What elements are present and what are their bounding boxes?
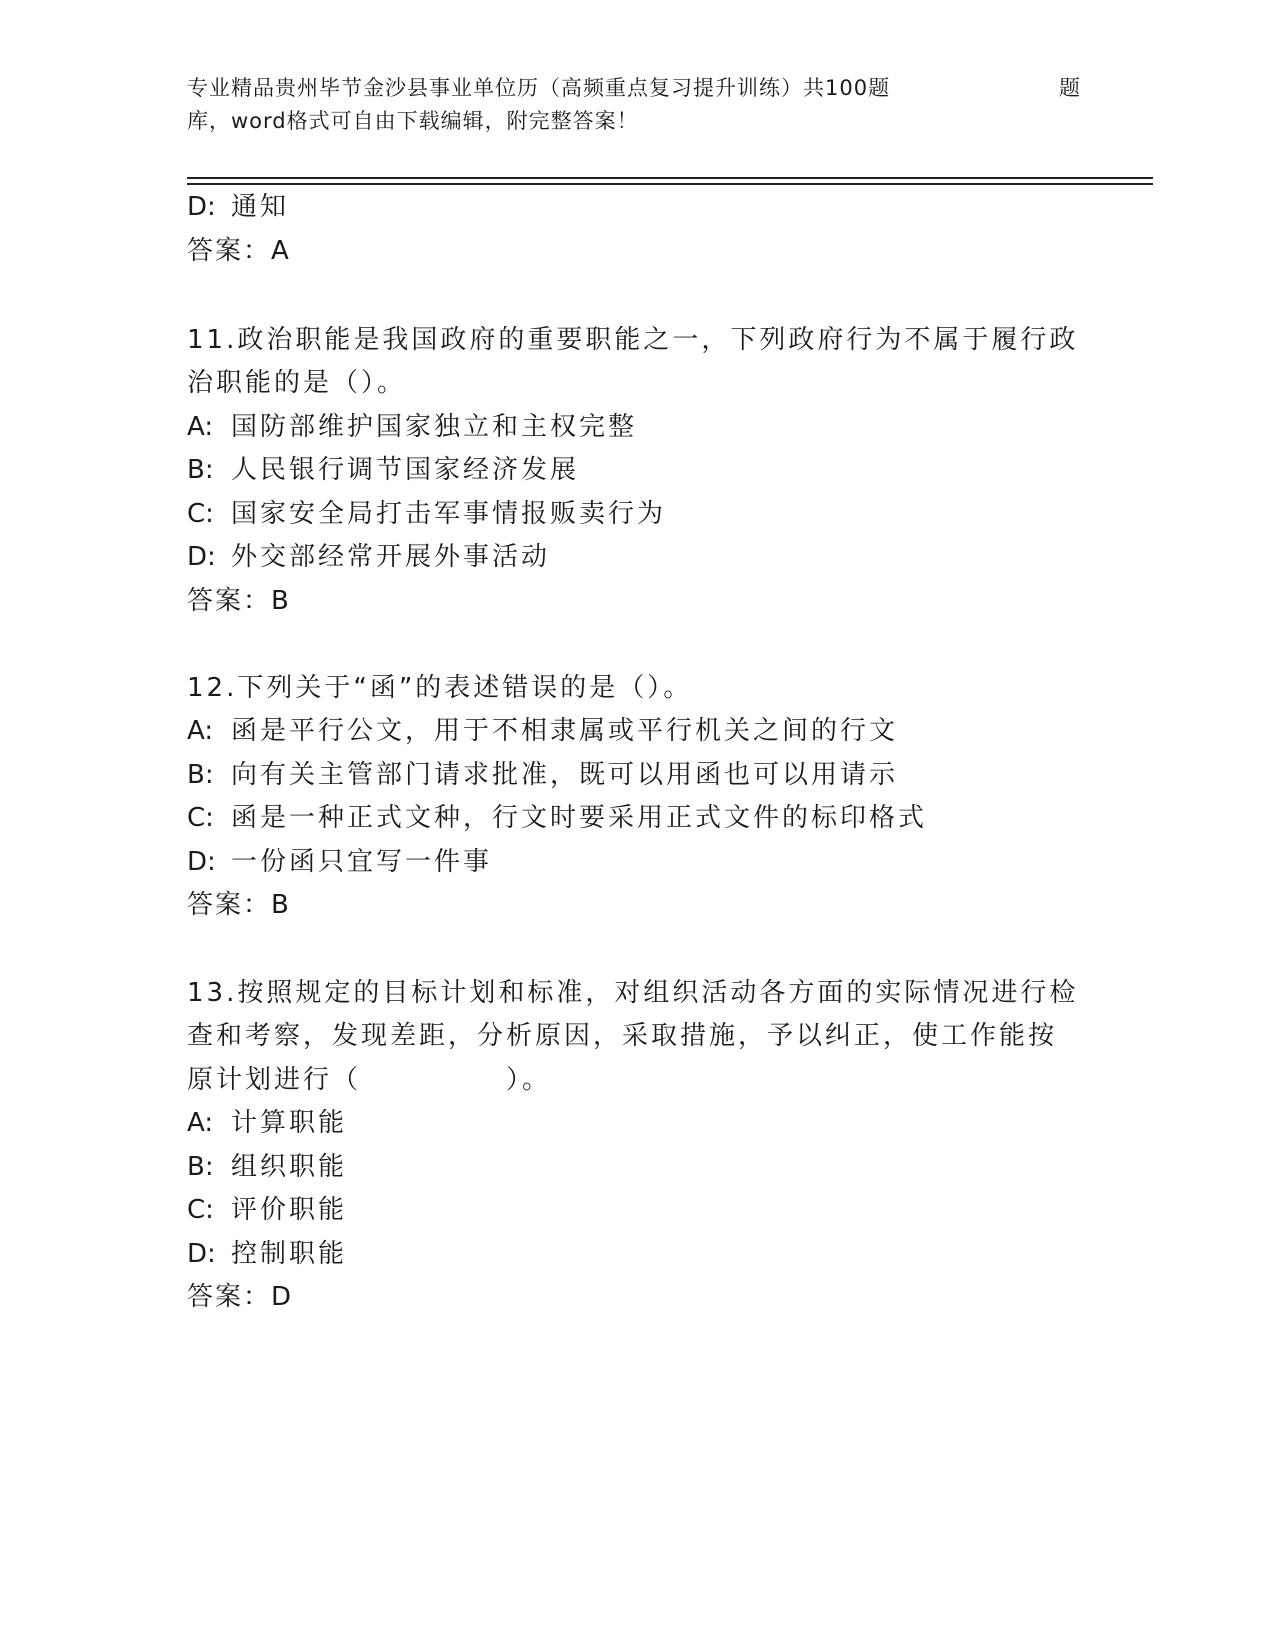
option-c: C: 评价职能 — [187, 1195, 348, 1225]
answer: 答案：B — [187, 586, 291, 616]
question-stem: 治职能的是（）。 — [187, 368, 407, 398]
option-d: D: 一份函只宜写一件事 — [187, 847, 493, 877]
option-d: D: 通知 — [187, 192, 290, 222]
option-b: B: 人民银行调节国家经济发展 — [187, 455, 580, 485]
answer: 答案：B — [187, 890, 291, 920]
question-stem: 11.政治职能是我国政府的重要职能之一，下列政府行为不属于履行政 — [187, 325, 1079, 355]
answer: 答案：D — [187, 1282, 294, 1312]
header-title-line-1: 专业精品贵州毕节金沙县事业单位历（高频重点复习提升训练）共100题 — [187, 76, 891, 100]
option-c: C: 国家安全局打击军事情报贩卖行为 — [187, 499, 667, 529]
option-a: A: 函是平行公文，用于不相隶属或平行机关之间的行文 — [187, 716, 899, 746]
option-b: B: 向有关主管部门请求批准，既可以用函也可以用请示 — [187, 760, 899, 790]
question-stem: 12.下列关于“函”的表述错误的是（）。 — [187, 673, 693, 703]
question-stem: 原计划进行（ ）。 — [187, 1065, 552, 1095]
header-title-line-2: 库，word格式可自由下载编辑，附完整答案！ — [187, 109, 639, 133]
question-stem: 13.按照规定的目标计划和标准，对组织活动各方面的实际情况进行检 — [187, 978, 1079, 1008]
header-divider-top — [187, 177, 1153, 179]
option-a: A: 国防部维护国家独立和主权完整 — [187, 412, 638, 442]
header-divider-bottom — [187, 183, 1153, 185]
option-d: D: 控制职能 — [187, 1239, 348, 1269]
document-header — [187, 72, 1087, 138]
option-a: A: 计算职能 — [187, 1108, 348, 1138]
question-stem: 查和考察，发现差距，分析原因，采取措施，予以纠正，使工作能按 — [187, 1021, 1058, 1051]
option-b: B: 组织职能 — [187, 1152, 348, 1182]
header-title-tail: 题 — [1059, 76, 1081, 100]
option-c: C: 函是一种正式文种，行文时要采用正式文件的标印格式 — [187, 803, 928, 833]
option-d: D: 外交部经常开展外事活动 — [187, 542, 551, 572]
answer: 答案：A — [187, 236, 291, 266]
